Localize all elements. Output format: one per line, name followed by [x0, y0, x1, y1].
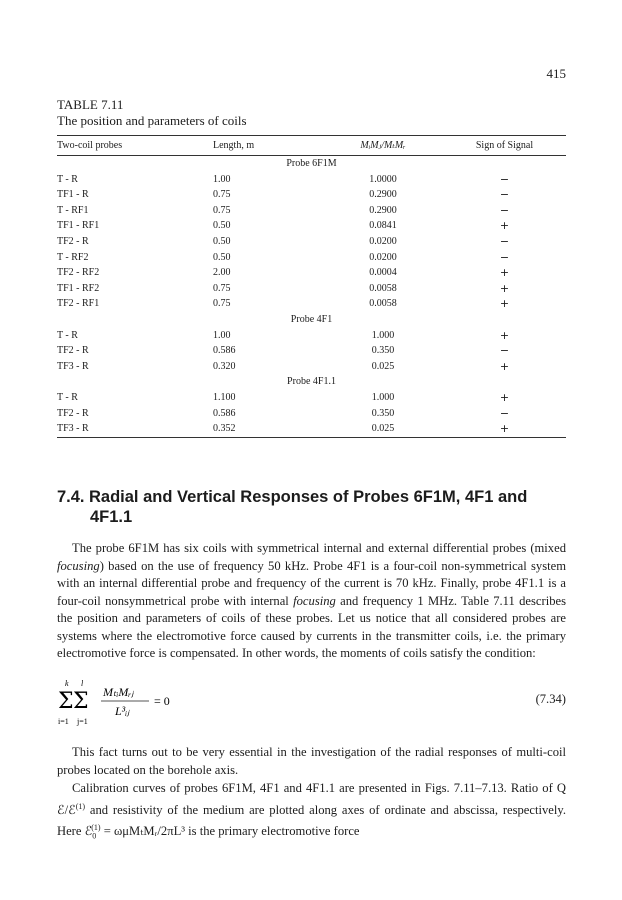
table-row [57, 359, 566, 375]
cell-sign: − [499, 188, 510, 202]
group-name: Probe 4F1 [290, 313, 333, 325]
cell-probe: TF3 - R [57, 360, 89, 372]
cell-ratio: 0.025 [371, 360, 395, 372]
cell-probe: TF1 - RF2 [57, 282, 100, 294]
section-title-line2: 4F1.1 [90, 508, 133, 526]
cell-sign: + [499, 328, 510, 342]
cell-probe: T - R [57, 173, 78, 185]
eq-rhs: = 0 [154, 694, 170, 708]
cell-length: 0.50 [213, 251, 231, 263]
cell-ratio: 1.000 [371, 329, 395, 341]
cell-length: 1.100 [213, 391, 236, 403]
table-row [57, 250, 566, 266]
table-row [57, 328, 566, 344]
section-title-line1: Radial and Vertical Responses of Probes 6F1M, 4F1 and [89, 488, 528, 506]
table-row [57, 187, 566, 203]
table-group-header [57, 374, 566, 390]
cell-probe: TF2 - RF1 [57, 298, 100, 310]
group-name: Probe 4F1.1 [287, 376, 336, 388]
header-sign: Sign of Signal [443, 136, 566, 156]
cell-sign: + [443, 421, 566, 437]
cell-probe: TF2 - R [57, 345, 89, 357]
cell-ratio: 0.350 [371, 345, 395, 357]
cell-probe: T - RF2 [57, 251, 89, 263]
eq-lower-i: i=1 [58, 717, 69, 726]
paragraph-2: This fact turns out to be very essential in the investigation of the radial responses of multi-coil probes located on the borehole axis. [57, 745, 566, 777]
table-row [57, 390, 566, 406]
cell-length: 0.75 [213, 204, 231, 216]
table-row [57, 218, 566, 234]
cell-sign: + [499, 297, 510, 311]
cell-ratio: 0.025 [323, 421, 443, 437]
header-ratio: MᵢMⱼ/MₜMᵣ [323, 136, 443, 156]
cell-probe: TF1 - R [57, 189, 89, 201]
cell-ratio: 0.2900 [369, 189, 397, 201]
table-label: TABLE 7.11 [57, 97, 124, 112]
cell-ratio: 0.0200 [369, 251, 397, 263]
cell-probe: TF1 - RF1 [57, 220, 100, 232]
cell-ratio: 0.0058 [369, 298, 397, 310]
eq-denominator: L³ᵢⱼ [115, 704, 130, 718]
table-caption [57, 97, 247, 129]
table-header-row [57, 136, 566, 156]
cell-ratio: 0.0841 [369, 220, 397, 232]
table-row [57, 421, 566, 437]
equation-7-34 [57, 674, 566, 734]
cell-ratio: 1.0000 [369, 173, 397, 185]
cell-length: 0.75 [213, 282, 231, 294]
cell-ratio: 1.000 [371, 391, 395, 403]
cell-sign: + [499, 219, 510, 233]
cell-ratio: 0.0004 [369, 267, 397, 279]
table-row [57, 172, 566, 188]
cell-length: 0.50 [213, 235, 231, 247]
cell-sign: − [499, 172, 510, 186]
cell-length: 1.00 [213, 329, 231, 341]
cell-ratio: 0.0200 [369, 235, 397, 247]
cell-length: 0.75 [213, 189, 231, 201]
cell-sign: − [499, 234, 510, 248]
eq-sum-2: Σ [73, 689, 89, 714]
cell-length: 2.00 [213, 267, 231, 279]
table-row [57, 234, 566, 250]
cell-probe: TF2 - RF2 [57, 267, 100, 279]
cell-sign: − [499, 344, 510, 358]
equation-number: (7.34) [535, 692, 566, 706]
cell-sign: + [499, 390, 510, 404]
cell-ratio: 0.0058 [369, 282, 397, 294]
table-group-header [57, 312, 566, 328]
header-probes: Two-coil probes [57, 136, 213, 156]
eq-upper-k: k [65, 679, 69, 688]
eq-numerator: MₜᵢMᵣⱼ [103, 685, 134, 699]
coil-table [57, 135, 566, 438]
cell-length: 0.50 [213, 220, 231, 232]
section-heading [57, 487, 566, 527]
header-length: Length, m [213, 136, 323, 156]
cell-length: 0.320 [213, 360, 236, 372]
equation-formula [57, 674, 217, 734]
table-row [57, 343, 566, 359]
table-title: The position and parameters of coils [57, 113, 247, 128]
table-row [57, 406, 566, 422]
table-row [57, 281, 566, 297]
cell-length: 0.586 [213, 407, 236, 419]
cell-sign: − [499, 203, 510, 217]
cell-probe: TF2 - R [57, 235, 89, 247]
cell-sign: + [499, 266, 510, 280]
eq-sum-1: Σ [58, 689, 74, 714]
eq-lower-j: j=1 [77, 717, 88, 726]
cell-probe: T - R [57, 391, 78, 403]
cell-probe: TF3 - R [57, 421, 213, 437]
table-group-header [57, 156, 566, 172]
table-row [57, 203, 566, 219]
eq-upper-l: l [81, 679, 84, 688]
cell-ratio: 0.2900 [369, 204, 397, 216]
page-number: 415 [546, 66, 566, 81]
cell-length: 0.75 [213, 298, 231, 310]
paragraph-3: Calibration curves of probes 6F1M, 4F1 and 4F1.1 are presented in Figs. 7.11–7.13. Ratio of Q ℰ/ℰ$^{(1)}$ and resistivity of the medium are plotted along axes of ordinate and abscissa, respectively. Here ℰ$_0^{(1)}$ = ωμMₜMᵣ/2πL³ is the primary electromotive force [57, 781, 566, 841]
cell-length: 0.586 [213, 345, 236, 357]
cell-length: 0.352 [213, 421, 323, 437]
cell-ratio: 0.350 [371, 407, 395, 419]
cell-probe: T - R [57, 329, 78, 341]
group-name: Probe 6F1M [286, 158, 337, 169]
table-row [57, 265, 566, 281]
cell-sign: − [499, 250, 510, 264]
paragraph-1: The probe 6F1M has six coils with symmetrical internal and external differential probes (mixed focusing) based on the use of frequency 50 kHz. Probe 4F1 is a four-coil non-symmetrical system with an internal differential probe and frequency of the current is 70 kHz. Finally, probe 4F1.1 is a four-coil nonsymmetrical probe with internal focusing and frequency 1 MHz. Table 7.11 describes the position and parameters of coils of these probes. Let us notice that all considered probes are systems where the electromotive force caused by currents in the transmitter coils, i.e. the primary electromotive force is compensated. In other words, the moments of coils satisfy the condition: [57, 541, 566, 660]
cell-sign: + [499, 359, 510, 373]
section-number: 7.4. [57, 488, 85, 506]
cell-probe: TF2 - R [57, 407, 89, 419]
cell-sign: + [499, 281, 510, 295]
table-row [57, 296, 566, 312]
cell-probe: T - RF1 [57, 204, 89, 216]
cell-sign: − [499, 406, 510, 420]
cell-length: 1.00 [213, 173, 231, 185]
